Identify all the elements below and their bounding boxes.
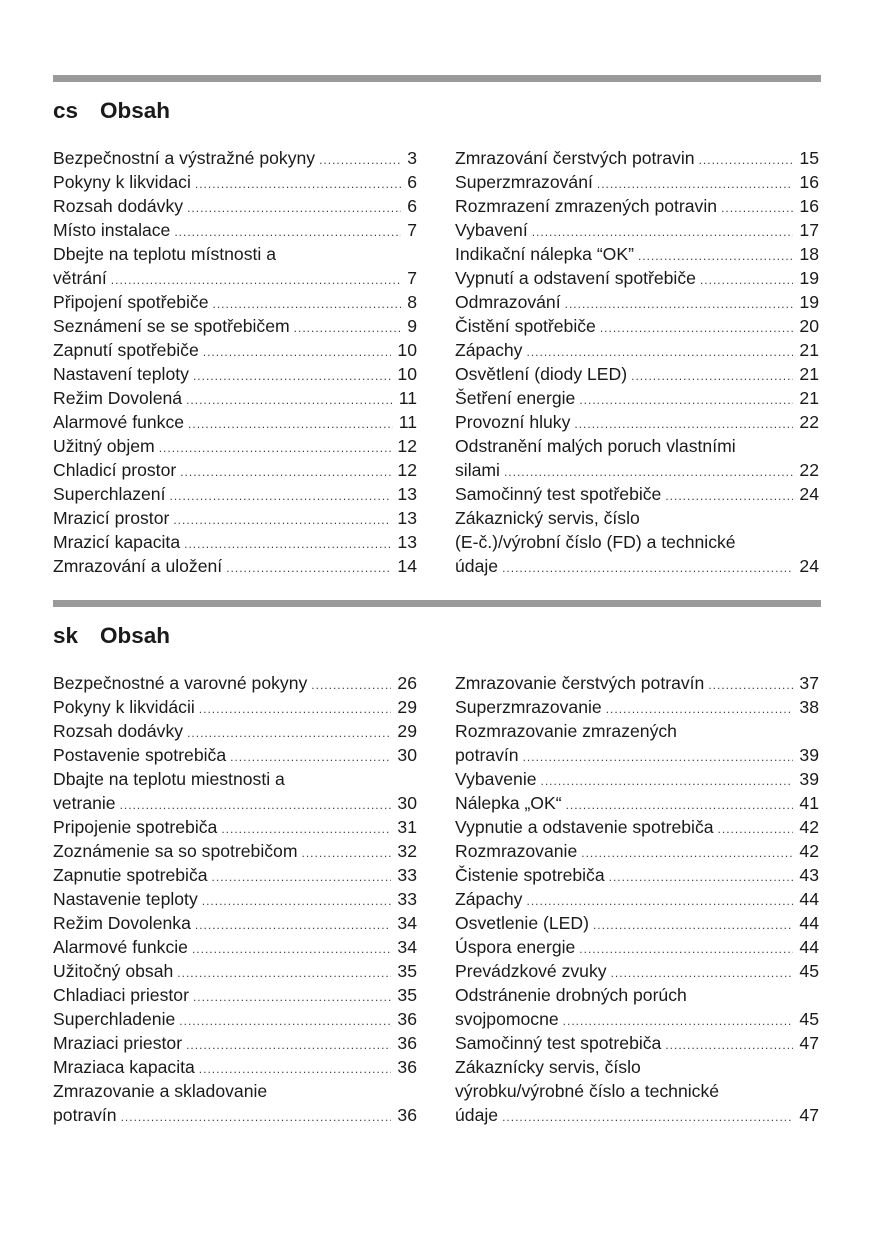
- page-number: 41: [799, 793, 819, 813]
- dot-leader: [186, 1033, 391, 1057]
- language-code: cs: [53, 98, 79, 123]
- dot-leader: [581, 841, 793, 865]
- toc-entry-title-line: Rozmrazovanie zmrazených: [455, 721, 677, 741]
- toc-entry-title-line: Dbejte na teplotu místnosti a: [53, 244, 276, 264]
- toc-section-sk: [53, 600, 821, 1125]
- toc-entry-title: Užitočný obsah: [53, 961, 174, 981]
- toc-entry-title: Čistenie spotrebiča: [455, 865, 605, 885]
- toc-entry-title: Pokyny k likvidaci: [53, 172, 191, 192]
- dot-leader: [718, 817, 794, 841]
- dot-leader: [169, 484, 391, 508]
- toc-entry-title: Zapnutie spotrebiča: [53, 865, 208, 885]
- dot-leader: [192, 937, 391, 961]
- dot-leader: [606, 697, 794, 721]
- toc-entry-title: Rozsah dodávky: [53, 721, 184, 741]
- dot-leader: [187, 196, 401, 220]
- dot-leader: [199, 1057, 392, 1081]
- page-number: 13: [397, 484, 417, 504]
- page-number: 33: [397, 865, 417, 885]
- toc-entry: [53, 1055, 417, 1079]
- toc-entry: [455, 695, 819, 719]
- page-number: 37: [799, 673, 819, 693]
- toc-column-right: [455, 671, 819, 1127]
- dot-leader: [563, 1009, 794, 1033]
- toc-entry-title: Mrazicí prostor: [53, 508, 170, 528]
- toc-entry-title-line: Odstranění malých poruch vlastními: [455, 436, 736, 456]
- toc-entry-title: Vybavení: [455, 220, 528, 240]
- page-number: 12: [397, 460, 417, 480]
- toc-entry-title: Zápachy: [455, 889, 523, 909]
- dot-leader: [319, 148, 401, 172]
- page-number: 7: [407, 220, 417, 240]
- dot-leader: [184, 532, 391, 556]
- toc-entry-title: svojpomocne: [455, 1009, 559, 1029]
- page-number: 36: [397, 1105, 417, 1125]
- toc-entry: [455, 482, 819, 506]
- dot-leader: [597, 172, 794, 196]
- toc-entry-title-line: Dbajte na teplotu miestnosti a: [53, 769, 285, 789]
- page-number: 39: [799, 745, 819, 765]
- toc-entry: [455, 671, 819, 695]
- toc-entry: [455, 1031, 819, 1055]
- page-number: 21: [799, 364, 819, 384]
- toc-entry-title: Chladicí prostor: [53, 460, 177, 480]
- toc-entry-title: Samočinný test spotřebiče: [455, 484, 662, 504]
- toc-entry-title: Osvětlení (diody LED): [455, 364, 628, 384]
- toc-entry-title: Osvetlenie (LED): [455, 913, 589, 933]
- toc-entry-title: Indikační nálepka “OK”: [455, 244, 634, 264]
- page-number: 16: [799, 196, 819, 216]
- toc-entry: [53, 482, 417, 506]
- toc-entry: [53, 911, 417, 935]
- page-number: 13: [397, 532, 417, 552]
- dot-leader: [193, 985, 391, 1009]
- toc-entry: [455, 767, 819, 791]
- page-number: 11: [398, 388, 417, 408]
- page-number: 12: [397, 436, 417, 456]
- page-number: 7: [407, 268, 417, 288]
- toc-entry: [455, 458, 819, 482]
- dot-leader: [504, 460, 793, 484]
- toc-entry: [53, 554, 417, 578]
- toc-entry: [53, 863, 417, 887]
- page-number: 9: [407, 316, 417, 336]
- toc-entry-title: Superzmrazování: [455, 172, 593, 192]
- dot-leader: [159, 436, 392, 460]
- toc-entry-title: Alarmové funkcie: [53, 937, 188, 957]
- toc-entry: [455, 314, 819, 338]
- page-number: 34: [397, 913, 417, 933]
- toc-entry: [455, 410, 819, 434]
- dot-leader: [202, 889, 392, 913]
- toc-entry: [455, 1103, 819, 1127]
- toc-entry-title: větrání: [53, 268, 107, 288]
- toc-entry: [455, 959, 819, 983]
- dot-leader: [121, 1105, 392, 1129]
- dot-leader: [502, 1105, 793, 1129]
- dot-leader: [203, 340, 392, 364]
- toc-entry-title: Mrazicí kapacita: [53, 532, 181, 552]
- dot-leader: [526, 889, 793, 913]
- toc-entry: [455, 911, 819, 935]
- dot-leader: [700, 268, 793, 292]
- toc-entry: [53, 887, 417, 911]
- toc-entry: [455, 863, 819, 887]
- page-number: 6: [407, 172, 417, 192]
- dot-leader: [111, 268, 401, 292]
- page-number: 47: [799, 1033, 819, 1053]
- dot-leader: [301, 841, 391, 865]
- toc-entry-title: Pokyny k likvidácii: [53, 697, 195, 717]
- page-number: 47: [799, 1105, 819, 1125]
- toc-entry: [53, 458, 417, 482]
- toc-entry: [455, 386, 819, 410]
- dot-leader: [226, 556, 391, 580]
- page-number: 18: [799, 244, 819, 264]
- toc-entry-title: potravín: [455, 745, 519, 765]
- page-number: 43: [799, 865, 819, 885]
- toc-entry: [53, 791, 417, 815]
- page-number: 6: [407, 196, 417, 216]
- dot-leader: [199, 697, 392, 721]
- toc-entry-title: Mraziaca kapacita: [53, 1057, 195, 1077]
- section-title: Obsah: [100, 98, 171, 123]
- dot-leader: [523, 745, 794, 769]
- toc-entry: [53, 1103, 417, 1127]
- dot-leader: [532, 220, 794, 244]
- dot-leader: [526, 340, 793, 364]
- toc-entry: [53, 935, 417, 959]
- page-number: 13: [397, 508, 417, 528]
- dot-leader: [665, 484, 793, 508]
- toc-entry: [53, 815, 417, 839]
- page-number: 45: [799, 961, 819, 981]
- page-number: 10: [397, 340, 417, 360]
- page-number: 42: [799, 817, 819, 837]
- page-number: 15: [799, 148, 819, 168]
- page-number: 22: [799, 460, 819, 480]
- toc-entry-title: Zápachy: [455, 340, 523, 360]
- page-number: 19: [799, 292, 819, 312]
- page-number: 36: [397, 1009, 417, 1029]
- page-number: 29: [397, 697, 417, 717]
- toc-entry-title: Nastavenie teploty: [53, 889, 198, 909]
- toc-entry: [53, 506, 417, 530]
- toc-entry-title: Zmrazování čerstvých potravin: [455, 148, 695, 168]
- toc-entry-title: Superchladenie: [53, 1009, 176, 1029]
- page-number: 20: [799, 316, 819, 336]
- page-number: 42: [799, 841, 819, 861]
- toc-entry: [455, 935, 819, 959]
- page-number: 17: [799, 220, 819, 240]
- toc-entry-title-line: Zákaznický servis, číslo: [455, 508, 640, 528]
- toc-entry: [53, 410, 417, 434]
- dot-leader: [212, 865, 392, 889]
- toc-entry-title: Vypnutí a odstavení spotřebiče: [455, 268, 696, 288]
- dot-leader: [195, 913, 392, 937]
- dot-leader: [565, 292, 794, 316]
- dot-leader: [609, 865, 794, 889]
- toc-entry-title: Samočinný test spotrebiča: [455, 1033, 662, 1053]
- dot-leader: [213, 292, 402, 316]
- toc-entry: [455, 146, 819, 170]
- toc-entry-title-line: Zmrazovanie a skladovanie: [53, 1081, 268, 1101]
- toc-entry: [53, 1007, 417, 1031]
- page-number: 29: [397, 721, 417, 741]
- toc-entry: [53, 839, 417, 863]
- toc-entry-title-line: Odstránenie drobných porúch: [455, 985, 687, 1005]
- dot-leader: [187, 721, 391, 745]
- toc-entry: [455, 290, 819, 314]
- toc-entry: [53, 1031, 417, 1055]
- toc-entry-title: Vypnutie a odstavenie spotrebiča: [455, 817, 714, 837]
- toc-entry-title-line: (E-č.)/výrobní číslo (FD) a technické: [455, 532, 736, 552]
- dot-leader: [708, 673, 793, 697]
- dot-leader: [173, 508, 391, 532]
- toc-entry: [455, 839, 819, 863]
- page-number: 35: [397, 961, 417, 981]
- toc-entry: [53, 671, 417, 695]
- toc-entry: [455, 218, 819, 242]
- page-number: 44: [799, 913, 819, 933]
- toc-entry-title: Čistění spotřebiče: [455, 316, 596, 336]
- toc-entry: [53, 290, 417, 314]
- toc-entry: [53, 362, 417, 386]
- dot-leader: [574, 412, 793, 436]
- dot-leader: [579, 937, 793, 961]
- page-number: 45: [799, 1009, 819, 1029]
- page-number: 30: [397, 745, 417, 765]
- toc-entry-title: Režim Dovolená: [53, 388, 183, 408]
- dot-leader: [631, 364, 793, 388]
- toc-entry: [53, 146, 417, 170]
- dot-leader: [294, 316, 402, 340]
- toc-entry-title: Seznámení se se spotřebičem: [53, 316, 290, 336]
- page-number: 8: [407, 292, 417, 312]
- dot-leader: [174, 220, 401, 244]
- toc-entry: [455, 887, 819, 911]
- dot-leader: [502, 556, 793, 580]
- page-number: 36: [397, 1057, 417, 1077]
- toc-entry: [53, 266, 417, 290]
- toc-entry: [53, 338, 417, 362]
- toc-entry-title: Zmrazovanie čerstvých potravín: [455, 673, 705, 693]
- dot-leader: [177, 961, 391, 985]
- toc-entry-title: Chladiaci priestor: [53, 985, 189, 1005]
- toc-entry: [53, 314, 417, 338]
- page-number: 30: [397, 793, 417, 813]
- toc-entry-title: Režim Dovolenka: [53, 913, 191, 933]
- section-divider: [53, 600, 821, 607]
- toc-entry: [455, 815, 819, 839]
- dot-leader: [186, 388, 393, 412]
- toc-entry-title: Připojení spotřebiče: [53, 292, 209, 312]
- dot-leader: [721, 196, 793, 220]
- toc-entry: [53, 194, 417, 218]
- toc-entry: [53, 434, 417, 458]
- toc-entry-title: Rozmrazovanie: [455, 841, 578, 861]
- toc-entry-title: Superzmrazovanie: [455, 697, 602, 717]
- page-number: 32: [397, 841, 417, 861]
- page-number: 24: [799, 484, 819, 504]
- toc-entry: [455, 170, 819, 194]
- page-number: 44: [799, 937, 819, 957]
- toc-section-cs: [53, 75, 821, 576]
- section-title: Obsah: [100, 623, 171, 648]
- page-number: 24: [799, 556, 819, 576]
- dot-leader: [541, 769, 794, 793]
- toc-entry-title-line: Zákaznícky servis, číslo: [455, 1057, 641, 1077]
- toc-entry-title: Pripojenie spotrebiča: [53, 817, 218, 837]
- toc-entry-title: Úspora energie: [455, 937, 576, 957]
- dot-leader: [188, 412, 393, 436]
- page-number: 3: [407, 148, 417, 168]
- page-number: 21: [799, 340, 819, 360]
- dot-leader: [195, 172, 401, 196]
- toc-entry: [455, 242, 819, 266]
- page-number: 11: [398, 412, 417, 432]
- page-number: 36: [397, 1033, 417, 1053]
- toc-entry: [53, 959, 417, 983]
- page-number: 31: [397, 817, 417, 837]
- toc-entry-title: Užitný objem: [53, 436, 155, 456]
- toc-entry: [455, 1007, 819, 1031]
- dot-leader: [611, 961, 794, 985]
- page-number: 26: [397, 673, 417, 693]
- page-number: 16: [799, 172, 819, 192]
- toc-entry-title: údaje: [455, 556, 499, 576]
- toc-column-right: [455, 146, 819, 578]
- toc-entry: [455, 362, 819, 386]
- toc-entry: [455, 194, 819, 218]
- toc-entry: [53, 719, 417, 743]
- toc-entry: [455, 743, 819, 767]
- toc-entry-title: silami: [455, 460, 500, 480]
- dot-leader: [311, 673, 391, 697]
- page-number: 35: [397, 985, 417, 1005]
- dot-leader: [179, 1009, 391, 1033]
- toc-entry-title: Vybavenie: [455, 769, 537, 789]
- page-number: 22: [799, 412, 819, 432]
- toc-column-left: [53, 671, 417, 1127]
- toc-entry: [53, 530, 417, 554]
- page-number: 19: [799, 268, 819, 288]
- toc-entry-title: Nálepka „OK“: [455, 793, 562, 813]
- toc-entry-title: Zmrazování a uložení: [53, 556, 223, 576]
- page-number: 44: [799, 889, 819, 909]
- toc-entry-title: Bezpečnostní a výstražné pokyny: [53, 148, 316, 168]
- dot-leader: [180, 460, 391, 484]
- toc-entry: [53, 983, 417, 1007]
- toc-entry-title: údaje: [455, 1105, 499, 1125]
- toc-entry: [455, 791, 819, 815]
- toc-entry-title: Bezpečnostné a varovné pokyny: [53, 673, 308, 693]
- dot-leader: [699, 148, 794, 172]
- dot-leader: [579, 388, 793, 412]
- toc-entry-title: potravín: [53, 1105, 117, 1125]
- section-heading: [53, 94, 821, 128]
- page-number: 38: [799, 697, 819, 717]
- toc-entry: [455, 266, 819, 290]
- toc-entry: [53, 170, 417, 194]
- dot-leader: [593, 913, 793, 937]
- toc-entry-title: Nastavení teploty: [53, 364, 189, 384]
- section-heading: [53, 619, 821, 653]
- dot-leader: [665, 1033, 793, 1057]
- toc-entry: [455, 338, 819, 362]
- dot-leader: [193, 364, 391, 388]
- toc-entry-title: Superchlazení: [53, 484, 166, 504]
- toc-entry-title: vetranie: [53, 793, 116, 813]
- toc-entry-title: Místo instalace: [53, 220, 171, 240]
- toc-entry-title: Rozmrazení zmrazených potravin: [455, 196, 718, 216]
- dot-leader: [230, 745, 391, 769]
- toc-entry: [53, 695, 417, 719]
- toc-entry-title: Provozní hluky: [455, 412, 571, 432]
- toc-entry-title: Šetření energie: [455, 388, 576, 408]
- page-number: 10: [397, 364, 417, 384]
- toc-entry-title: Zapnutí spotřebiče: [53, 340, 199, 360]
- dot-leader: [120, 793, 392, 817]
- page-number: 33: [397, 889, 417, 909]
- toc-entry: [53, 386, 417, 410]
- dot-leader: [638, 244, 793, 268]
- toc-entry-title: Zoznámenie sa so spotrebičom: [53, 841, 298, 861]
- toc-column-left: [53, 146, 417, 578]
- language-code: sk: [53, 623, 79, 648]
- page-number: 39: [799, 769, 819, 789]
- dot-leader: [600, 316, 794, 340]
- page-number: 14: [397, 556, 417, 576]
- dot-leader: [566, 793, 794, 817]
- toc-entry-title: Alarmové funkce: [53, 412, 185, 432]
- toc-entry: [455, 554, 819, 578]
- toc-entry-title: Postavenie spotrebiča: [53, 745, 227, 765]
- toc-entry-title: Prevádzkové zvuky: [455, 961, 607, 981]
- page-number: 34: [397, 937, 417, 957]
- toc-entry-title: Mraziaci priestor: [53, 1033, 183, 1053]
- page-number: 21: [799, 388, 819, 408]
- section-divider: [53, 75, 821, 82]
- toc-entry-title-line: výrobku/výrobné číslo a technické: [455, 1081, 720, 1101]
- toc-entry: [53, 743, 417, 767]
- dot-leader: [221, 817, 391, 841]
- toc-entry-title: Rozsah dodávky: [53, 196, 184, 216]
- toc-entry: [53, 218, 417, 242]
- toc-entry-title: Odmrazování: [455, 292, 561, 312]
